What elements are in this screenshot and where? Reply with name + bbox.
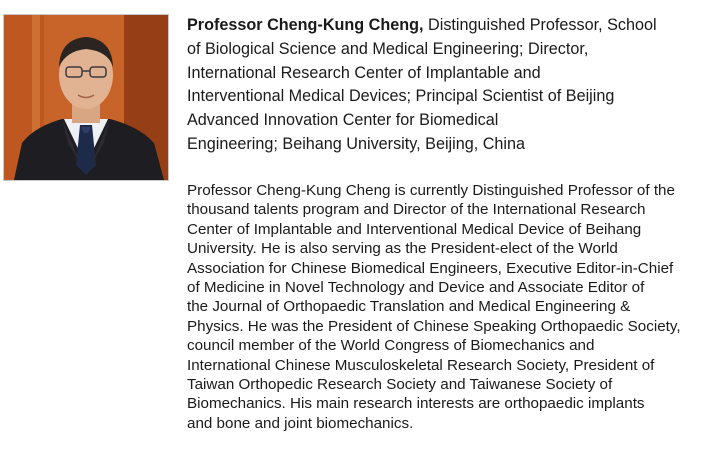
- portrait-photo: [3, 14, 169, 181]
- bio-line: thousand talents program and Director of the International Research: [187, 201, 646, 219]
- profile-title-line: Engineering; Beihang University, Beijing, China: [187, 134, 526, 153]
- bio-line: Physics. He was the President of Chinese Speaking Orthopaedic Society,: [187, 317, 681, 335]
- bio-line: Biomechanics. His main research interests are orthopaedic implants: [187, 395, 645, 413]
- profile-bio: [187, 181, 717, 433]
- bio-line: Association for Chinese Biomedical Engineers, Executive Editor-in-Chief: [187, 259, 674, 277]
- profile-title-line: Interventional Medical Devices; Principal Scientist of Beijing: [187, 87, 615, 106]
- profile-name: Professor Cheng-Kung Cheng,: [187, 16, 424, 34]
- bio-line: University. He is also serving as the President-elect of the World: [187, 240, 618, 258]
- bio-line: Center of Implantable and Interventional Medical Device of Beihang: [187, 220, 642, 238]
- bio-line: International Chinese Musculoskeletal Research Society, President of: [187, 356, 655, 374]
- bio-line: council member of the World Congress of Biomechanics and: [187, 337, 595, 355]
- profile-title-line: of Biological Science and Medical Engineering; Director,: [187, 39, 589, 58]
- bio-line: of Medicine in Novel Technology and Device and Associate Editor of: [187, 279, 645, 297]
- bio-line: the Journal of Orthopaedic Translation and Medical Engineering &: [187, 298, 631, 316]
- bio-line: and bone and joint biomechanics.: [187, 414, 414, 432]
- bio-line: Taiwan Orthopedic Research Society and Taiwanese Society of: [187, 376, 613, 394]
- profile-header: [187, 14, 712, 157]
- profile-title-line: International Research Center of Implantable and: [187, 63, 541, 82]
- portrait-icon: [4, 15, 168, 180]
- profile-title-line: Distinguished Professor, School: [423, 16, 657, 34]
- profile-title-line: Advanced Innovation Center for Biomedical: [187, 111, 499, 130]
- bio-line: Professor Cheng-Kung Cheng is currently Distinguished Professor of the: [187, 182, 675, 199]
